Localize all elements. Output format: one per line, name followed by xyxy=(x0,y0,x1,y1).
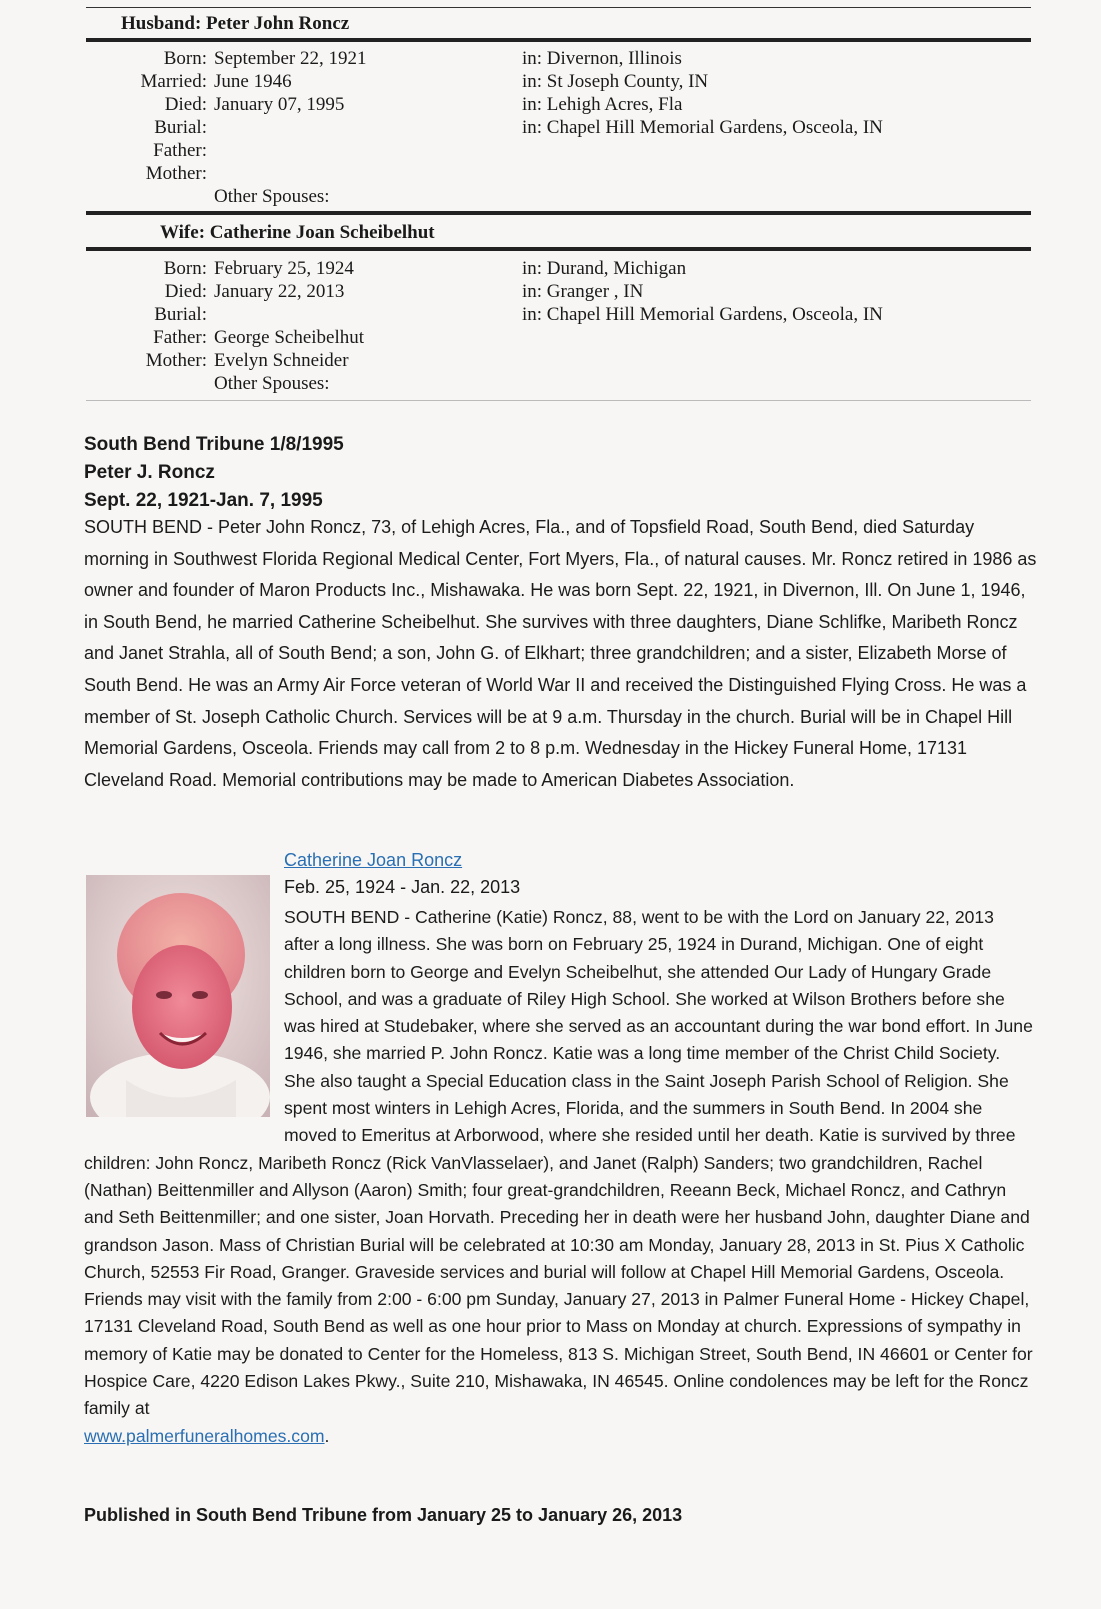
obit1-dates: Sept. 22, 1921-Jan. 7, 1995 xyxy=(84,490,323,511)
wife-header xyxy=(160,222,435,244)
husband-divider xyxy=(86,38,1031,42)
obit2-dates: Feb. 25, 1924 - Jan. 22, 2013 xyxy=(284,877,521,897)
obit2-body-block xyxy=(84,904,1034,1450)
obit1-name: Peter J. Roncz xyxy=(84,462,215,483)
wife-top-divider xyxy=(86,211,1031,215)
bottom-divider xyxy=(86,400,1031,401)
wife-divider xyxy=(86,247,1031,251)
photo-spacer xyxy=(84,904,284,1146)
obit1-body: SOUTH BEND - Peter John Roncz, 73, of Lehigh Acres, Fla., and of Topsfield Road, South Bend, died Saturday morning in Southwest Florida Regional Medical Center, Fort Myers, Fla., of natural causes. Mr. Roncz retired in 1986 as owner and founder of Maron Products Inc., Mishawaka. He was born Sept. 22, 1921, in Divernon, Ill. On June 1, 1946, in South Bend, he married Catherine Scheibelhut. She survives with three daughters, Diane Schlifke, Maribeth Roncz and Janet Strahla, all of South Bend; a son, John G. of Elkhart; three grandchildren; and a sister, Elizabeth Morse of South Bend. He was an Army Air Force veteran of World War II and received the Distinguished Flying Cross. He was a member of St. Joseph Catholic Church. Services will be at 9 a.m. Thursday in the church. Burial will be in Chapel Hill Memorial Gardens, Osceola. Friends may call from 2 to 8 p.m. Wednesday in the Hickey Funeral Home, 17131 Cleveland Road. Memorial contributions may be made to American Diabetes Association. xyxy=(84,517,1037,790)
husband-name: Peter John Roncz xyxy=(206,13,350,34)
obit2-name-link[interactable]: Catherine Joan Roncz xyxy=(284,850,463,870)
wife-other-spouses: Other Spouses: xyxy=(214,373,330,394)
husband-header xyxy=(121,13,349,35)
top-divider xyxy=(86,7,1031,8)
published-note: Published in South Bend Tribune from January 25 to January 26, 2013 xyxy=(84,1505,683,1525)
wife-header-label: Wife: xyxy=(160,222,206,243)
obit1-source: South Bend Tribune 1/8/1995 xyxy=(84,434,344,455)
link-suffix: . xyxy=(324,1425,330,1446)
husband-other-spouses: Other Spouses: xyxy=(214,186,330,207)
obit2-body: SOUTH BEND - Catherine (Katie) Roncz, 88, went to be with the Lord on January 22, 2013 after a long illness. She was born on February 25, 1924 in Durand, Michigan. One of eight children born to George and Evelyn Scheibelhut, she attended Our Lady of Hungary Grade School, and was a graduate of Riley High School. She worked at Wilson Brothers before she was hired at Studebaker, where she served as an accountant during the war bond effort. In June 1946, she married P. John Roncz. Katie was a long time member of the Christ Child Society. She also taught a Special Education class in the Saint Joseph Parish School of Religion. She spent most winters in Lehigh Acres, Florida, and the summers in South Bend. In 2004 she moved to Emeritus at Arborwood, where she resided until her death. Katie is survived by three children: John Roncz, Maribeth Roncz (Rick VanVlasselaer), and Janet (Ralph) Sanders; two grandchildren, Rachel (Nathan) Beittenmiller and Allyson (Aaron) Smith; four great-grandchildren, Reeann Beck, Michael Roncz, and Cathryn and Seth Beittenmiller; and one sister, Joan Horvath. Preceding her in death were her husband John, daughter Diane and grandson Jason. Mass of Christian Burial will be celebrated at 10:30 am Monday, January 28, 2013 in St. Pius X Catholic Church, 52553 Fir Road, Granger. Graveside services and burial will follow at Chapel Hill Memorial Gardens, Osceola. Friends may visit with the family from 2:00 - 6:00 pm Sunday, January 27, 2013 in Palmer Funeral Home - Hickey Chapel, 17131 Cleveland Road, South Bend as well as one hour prior to Mass on Monday at church. Expressions of sympathy in memory of Katie may be donated to Center for the Homeless, 813 S. Michigan Street, South Bend, IN 46601 or Center for Hospice Care, 4220 Edison Lakes Pkwy., Suite 210, Mishawaka, IN 46545. Online condolences may be left for the Roncz family at xyxy=(84,907,1033,1419)
wife-name: Catherine Joan Scheibelhut xyxy=(209,222,435,243)
husband-header-label: Husband: xyxy=(121,13,202,34)
funeral-home-link[interactable]: www.palmerfuneralhomes.com xyxy=(84,1425,325,1446)
